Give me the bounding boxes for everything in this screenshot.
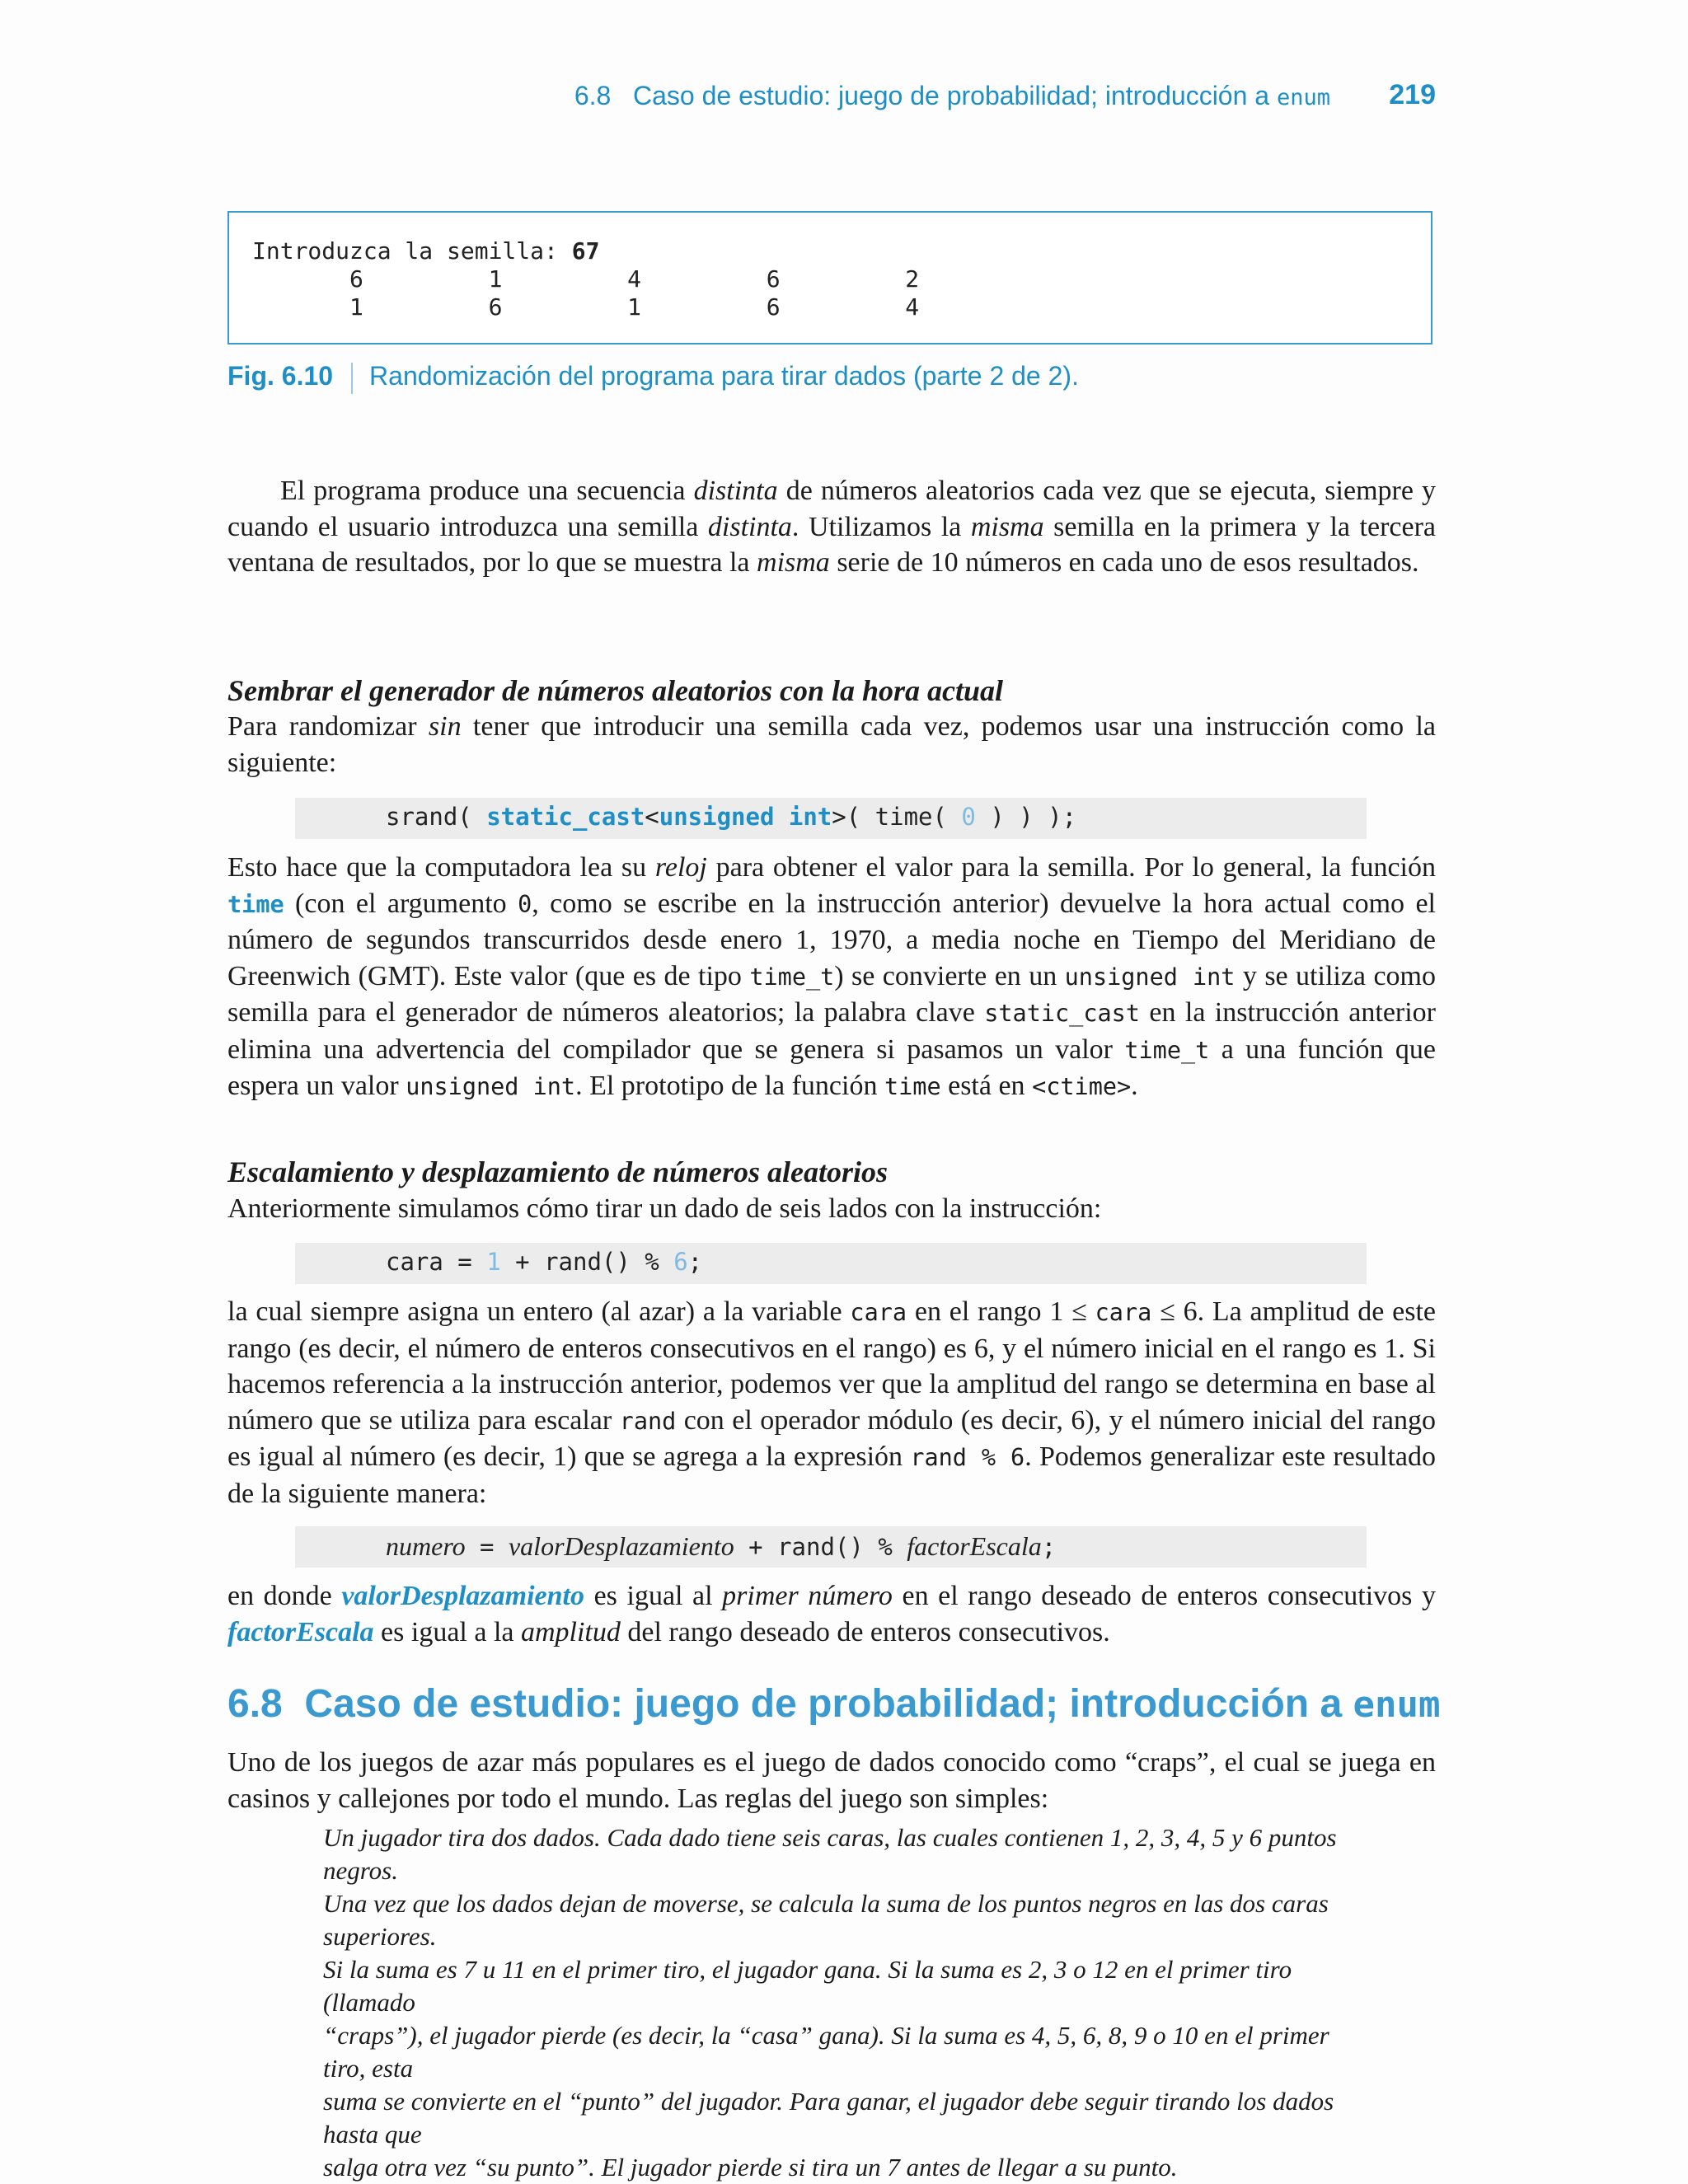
caption-divider	[351, 363, 353, 394]
body-paragraph: Esto hace que la computadora lea su reloj para obtener el valor para la semilla. Por lo general, la función time (con el argumento 0, como se escribe en la instrucción anterior) devuelve la hora actual como el número de segundos transcurridos desde enero 1, 1970, a media noche en Tiempo del Meridiano de Greenwich (GMT). Este valor (que es de tipo time_t) se convierte en un unsigned int y se utiliza como semilla para el generador de números aleatorios; la palabra clave static_cast en la instrucción anterior elimina una advertencia del compilador que se genera si pasamos un valor time_t a una función que espera un valor unsigned int. El prototipo de la función time está en <ctime>.	[227, 852, 1436, 1101]
key-term: valorDesplazamiento	[341, 1581, 585, 1611]
program-output-box	[227, 211, 1432, 344]
code-snippet	[295, 798, 1367, 839]
page-number: 219	[1389, 79, 1436, 110]
section-heading	[227, 1681, 1440, 1727]
body-paragraph: Para randomizar sin tener que introducir una semilla cada vez, podemos usar una instrucción como la siguiente:	[227, 711, 1436, 778]
running-header	[227, 81, 1436, 119]
subheading: Escalamiento y desplazamiento de números aleatorios	[227, 1155, 889, 1188]
caption-text: Randomización del programa para tirar dados (parte 2 de 2).	[369, 361, 1079, 391]
running-header-section-title: Caso de estudio: juego de probabilidad; introducción a	[632, 81, 1270, 110]
rules-line: “craps”), el jugador pierde (es decir, la “casa” gana). Si la suma es 4, 5, 6, 8, 9 o 10 en el primer tiro, esta	[323, 2021, 1329, 2083]
running-header-title	[574, 81, 1330, 111]
code-snippet	[295, 1243, 1367, 1284]
program-output	[252, 237, 919, 321]
section-title-code: enum	[1353, 1684, 1441, 1726]
output-seed-value: 67	[571, 237, 600, 265]
craps-rules-quote	[323, 1821, 1345, 2184]
rules-line: Una vez que los dados dejan de moverse, se calcula la suma de los puntos negros en las dos caras superiores.	[323, 1889, 1329, 1951]
body-paragraph: Anteriormente simulamos cómo tirar un dado de seis lados con la instrucción:	[227, 1193, 1102, 1224]
body-paragraph: Uno de los juegos de azar más populares es el juego de dados conocido como “craps”, el cual se juega en casinos y callejones por todo el mundo. Las reglas del juego son simples:	[227, 1747, 1436, 1814]
figure-label: Fig. 6.10	[227, 361, 334, 391]
code-line: numero = valorDesplazamiento + rand() % factorEscala;	[386, 1531, 1057, 1561]
output-prompt: Introduzca la semilla:	[252, 237, 572, 265]
figure-caption	[227, 361, 1079, 394]
rules-line: suma se convierte en el “punto” del jugador. Para ganar, el jugador debe seguir tirando los dados hasta que	[323, 2087, 1334, 2149]
rules-line: salga otra vez “su punto”. El jugador pierde si tira un 7 antes de llegar a su punto.	[323, 2153, 1178, 2182]
code-line: cara = 1 + rand() % 6;	[386, 1248, 703, 1276]
section-number: 6.8	[227, 1682, 283, 1726]
code-line: srand( static_cast<unsigned int>( time( 0 ) ) );	[386, 803, 1077, 831]
key-term: factorEscala	[227, 1616, 374, 1647]
output-row: 1 6 1 6 4	[252, 293, 920, 321]
code-snippet	[295, 1526, 1367, 1568]
output-row: 6 1 4 6 2	[252, 265, 920, 293]
rules-line: Si la suma es 7 u 11 en el primer tiro, el jugador gana. Si la suma es 2, 3 o 12 en el primer tiro (llamado	[323, 1955, 1292, 2017]
running-header-section-code: enum	[1276, 85, 1330, 110]
subheading: Sembrar el generador de números aleatorios con la hora actual	[227, 674, 1004, 707]
section-title: Caso de estudio: juego de probabilidad; introducción a	[304, 1682, 1343, 1726]
running-header-section-number: 6.8	[574, 81, 612, 110]
rules-line: Un jugador tira dos dados. Cada dado tiene seis caras, las cuales contienen 1, 2, 3, 4, 5 y 6 puntos negros.	[323, 1823, 1337, 1885]
body-paragraph: la cual siempre asigna un entero (al azar) a la variable cara en el rango 1 ≤ cara ≤ 6. La amplitud de este rango (es decir, el número de enteros consecutivos en el rango) es 6, y el número inicial en el rango es 1. Si hacemos referencia a la instrucción anterior, podemos ver que la amplitud del rango se determina en base al número que se utiliza para escalar rand con el operador módulo (es decir, 6), y el número inicial del rango es igual al número (es decir, 1) que se agrega a la expresión rand % 6. Podemos generalizar este resultado de la siguiente manera:	[227, 1296, 1437, 1509]
body-paragraph: en donde valorDesplazamiento es igual al primer número en el rango deseado de enteros consecutivos y factorEscala es igual a la amplitud del rango deseado de enteros consecutivos.	[227, 1581, 1436, 1647]
body-paragraph: El programa produce una secuencia distinta de números aleatorios cada vez que se ejecuta, siempre y cuando el usuario introduzca una semilla distinta. Utilizamos la misma semilla en la primera y la tercera ventana de resultados, por lo que se muestra la misma serie de 10 números en cada uno de esos resultados.	[227, 476, 1436, 578]
